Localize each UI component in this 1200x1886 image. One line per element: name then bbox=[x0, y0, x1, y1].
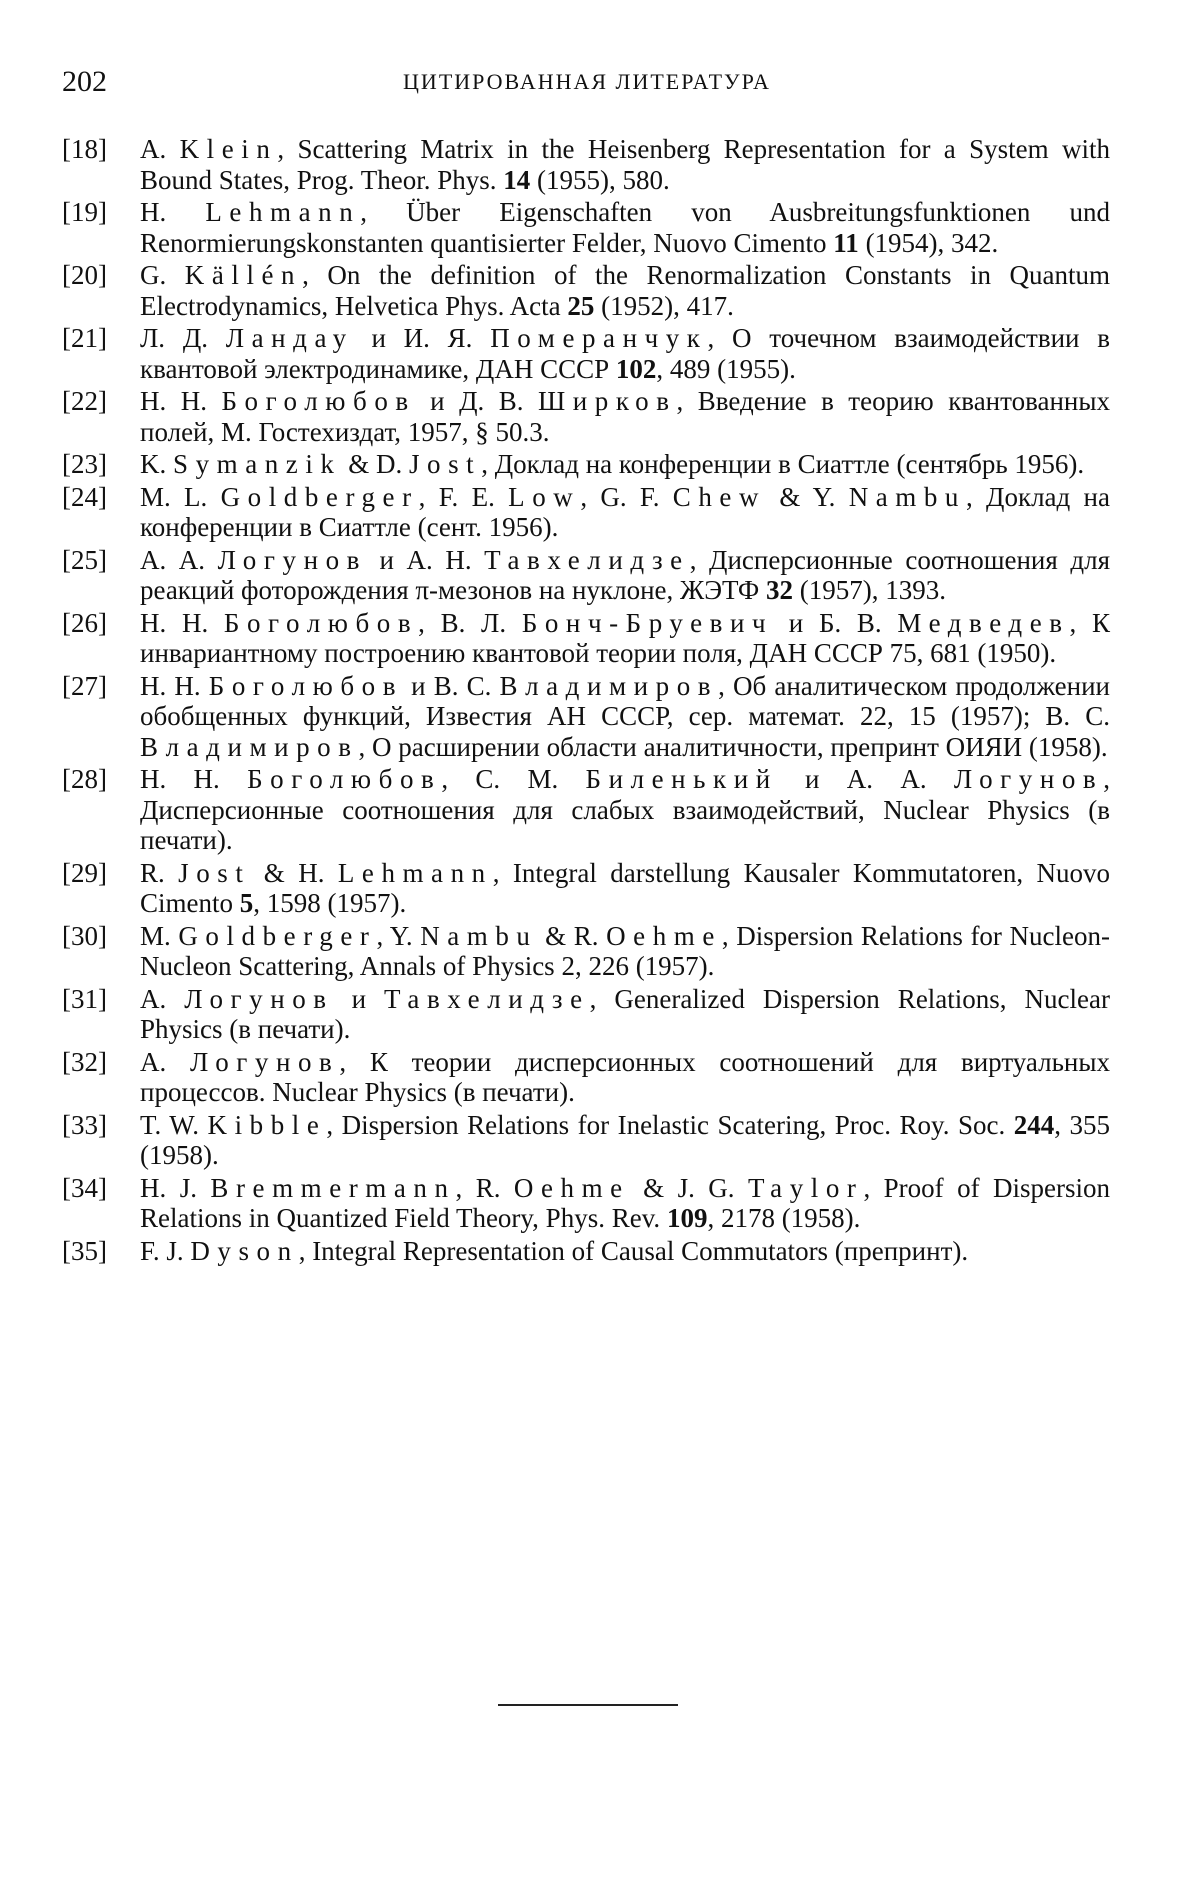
reference-text: , 1598 (1957). bbox=[253, 888, 407, 918]
author-name: Lehmann bbox=[205, 197, 361, 227]
reference-text: , О точечном взаимодействии в квантовой электродинамике, ДАН СССР bbox=[140, 323, 1111, 384]
reference-text: R. bbox=[140, 857, 179, 888]
author-name: Тавхелидзе bbox=[484, 544, 690, 575]
reference-entry bbox=[62, 1236, 1110, 1267]
reference-text: , On the definition of the Renormalization Constants in Quantum Electrodynamics, Helvetica Phys. Acta bbox=[140, 260, 1110, 321]
reference-text: , Proof of Dispersion Relations in Quantized Field Theory, Phys. Rev. bbox=[140, 1172, 1110, 1233]
reference-text: & Y. bbox=[766, 481, 849, 512]
reference-entry bbox=[62, 1110, 1110, 1171]
page-number: 202 bbox=[62, 65, 107, 98]
reference-text: , Generalized Dispersion Relations, Nuclear Physics (в печати). bbox=[140, 983, 1110, 1044]
volume-number: 102 bbox=[615, 353, 657, 384]
reference-text: , 355 (1958). bbox=[140, 1109, 1110, 1170]
volume-number: 32 bbox=[766, 575, 793, 605]
author-name: Nambu bbox=[420, 920, 538, 951]
reference-number: [30] bbox=[62, 920, 107, 951]
reference-text: Н. Н. bbox=[140, 764, 248, 794]
author-name: Бонч-Бруевич bbox=[521, 607, 774, 638]
running-title: ЦИТИРОВАННАЯ ЛИТЕРАТУРА bbox=[403, 69, 771, 94]
reference-text: Н. Н. bbox=[140, 670, 209, 701]
reference-text: А. bbox=[140, 1046, 190, 1077]
volume-number: 25 bbox=[567, 290, 595, 321]
author-name: Kibble bbox=[207, 1109, 327, 1140]
reference-number: [19] bbox=[62, 197, 107, 227]
reference-entry bbox=[62, 260, 1110, 321]
reference-text: , F. E. bbox=[418, 481, 509, 512]
reference-entry bbox=[62, 984, 1110, 1045]
reference-text: Л. Д. bbox=[140, 323, 226, 353]
reference-text: , Dispersion Relations for Inelastic Scatering, Proc. Roy. Soc. bbox=[326, 1109, 1014, 1140]
reference-entry bbox=[62, 197, 1110, 258]
reference-text: А. А. bbox=[140, 544, 218, 575]
reference-number: [32] bbox=[62, 1046, 107, 1077]
reference-entry bbox=[62, 671, 1110, 763]
author-name: Тавхелидзе bbox=[384, 983, 590, 1014]
reference-text: и В. С. bbox=[403, 670, 500, 701]
reference-text: А. bbox=[140, 983, 185, 1014]
volume-number: 244 bbox=[1013, 1109, 1055, 1140]
author-name: Oehme bbox=[606, 920, 722, 951]
reference-text: , 489 (1955). bbox=[656, 353, 796, 384]
reference-text: , Об аналитическом продолжении обобщенных функций, Известия АН СССР, сер. математ. 22, 15 (1957); В. С. bbox=[140, 670, 1110, 731]
reference-entry bbox=[62, 545, 1110, 606]
reference-number: [26] bbox=[62, 607, 107, 638]
reference-text: H. J. bbox=[140, 1172, 211, 1203]
reference-text: и А. А. bbox=[777, 764, 954, 794]
author-name: Dyson bbox=[190, 1235, 299, 1266]
reference-entry bbox=[62, 764, 1110, 856]
reference-text: , 2178 (1958). bbox=[707, 1203, 861, 1233]
reference-text: и Д. В. bbox=[415, 386, 538, 416]
author-name: Ландау bbox=[225, 323, 354, 353]
reference-entry bbox=[62, 858, 1110, 919]
reference-text: и А. Н. bbox=[366, 544, 485, 575]
author-name: Померанчук bbox=[490, 323, 708, 353]
reference-text: , Введение в теорию квантованных полей, М. Гостехиздат, 1957, § 50.3. bbox=[140, 386, 1110, 447]
author-name: Владимиров bbox=[140, 731, 359, 762]
author-name: Goldberger bbox=[178, 920, 377, 951]
reference-text: M. bbox=[140, 920, 179, 951]
author-name: Логунов bbox=[190, 1046, 340, 1077]
reference-text: , Доклад на конференции в Сиаттле (сентябрь 1956). bbox=[481, 449, 1085, 479]
reference-entry bbox=[62, 608, 1110, 669]
author-name: Low bbox=[508, 481, 581, 512]
author-name: Логунов bbox=[953, 764, 1104, 794]
reference-entry bbox=[62, 134, 1110, 195]
reference-number: [31] bbox=[62, 983, 107, 1014]
author-name: Nambu bbox=[848, 481, 966, 512]
reference-text: & D. bbox=[341, 449, 409, 479]
reference-text: H. bbox=[140, 197, 206, 227]
reference-entry bbox=[62, 449, 1110, 480]
reference-text: , Dispersion Relations for Nucleon-Nucleon Scattering, Annals of Physics 2, 226 (1957). bbox=[140, 920, 1110, 981]
author-name: Taylor bbox=[747, 1172, 864, 1203]
reference-number: [34] bbox=[62, 1172, 107, 1203]
reference-number: [25] bbox=[62, 544, 107, 575]
volume-number: 5 bbox=[239, 888, 254, 918]
reference-text: Н. Н. bbox=[140, 607, 224, 638]
author-name: Ширков bbox=[538, 386, 677, 416]
author-name: Bremmermann bbox=[210, 1172, 456, 1203]
author-name: Боголюбов bbox=[247, 764, 442, 794]
reference-text: , G. F. bbox=[580, 481, 673, 512]
author-name: Oehme bbox=[513, 1172, 630, 1203]
volume-number: 109 bbox=[666, 1203, 708, 1233]
reference-text: M. L. bbox=[140, 481, 221, 512]
author-name: Symanzik bbox=[173, 449, 342, 479]
volume-number: 11 bbox=[833, 227, 859, 258]
reference-text: & H. bbox=[250, 857, 338, 888]
reference-entry bbox=[62, 921, 1110, 982]
reference-text: , К инвариантному построению квантовой теории поля, ДАН СССР 75, 681 (1950). bbox=[140, 607, 1111, 668]
author-name: Боголюбов bbox=[208, 670, 404, 701]
reference-number: [33] bbox=[62, 1109, 107, 1140]
reference-text: (1954), 342. bbox=[858, 227, 999, 258]
reference-list bbox=[62, 134, 1110, 1268]
author-name: Lehmann bbox=[337, 857, 493, 888]
reference-text: , Integral darstellung Kausaler Kommutatoren, Nuovo Cimento bbox=[140, 857, 1111, 918]
author-name: Логунов bbox=[217, 544, 367, 575]
reference-text: , С. М. bbox=[441, 764, 586, 794]
reference-text: , В. Л. bbox=[418, 607, 522, 638]
reference-number: [22] bbox=[62, 386, 107, 416]
reference-number: [27] bbox=[62, 670, 107, 701]
author-name: Källén bbox=[184, 260, 303, 290]
reference-entry bbox=[62, 323, 1110, 384]
reference-entry bbox=[62, 1173, 1110, 1234]
reference-text: T. W. bbox=[140, 1109, 208, 1140]
reference-text: , Доклад на конференции в Сиаттле (сент. 1956). bbox=[140, 481, 1110, 542]
author-name: Биленький bbox=[585, 764, 778, 794]
author-name: Боголюбов bbox=[223, 607, 419, 638]
reference-number: [18] bbox=[62, 134, 107, 164]
author-name: Jost bbox=[408, 449, 482, 479]
reference-number: [21] bbox=[62, 323, 107, 353]
reference-text: & R. bbox=[537, 920, 607, 951]
volume-number: 14 bbox=[503, 164, 531, 195]
reference-text: , Scattering Matrix in the Heisenberg Representation for a System with Bound States, Prog. Theor. Phys. bbox=[140, 134, 1111, 195]
reference-text: и И. Я. bbox=[353, 323, 491, 353]
page-header bbox=[62, 62, 1112, 102]
reference-text: , Дисперсионные соотношения для реакций фоторождения π-мезонов на нуклоне, ЖЭТФ bbox=[140, 544, 1110, 605]
reference-text: A. bbox=[140, 134, 180, 164]
reference-number: [20] bbox=[62, 260, 107, 290]
reference-text: F. J. bbox=[140, 1235, 191, 1266]
reference-text: и bbox=[333, 983, 385, 1014]
reference-text: , К теории дисперсионных соотношений для виртуальных процессов. Nuclear Physics (в печати). bbox=[140, 1046, 1111, 1107]
reference-text: , Дисперсионные соотношения для слабых взаимодействий, Nuclear Physics (в печати). bbox=[140, 764, 1110, 855]
reference-text: G. bbox=[140, 260, 185, 290]
reference-number: [35] bbox=[62, 1235, 107, 1266]
reference-text: (1955), 580. bbox=[530, 164, 670, 195]
reference-text: Н. Н. bbox=[140, 386, 222, 416]
reference-text: , Über Eigenschaften von Ausbreitungsfunktionen und Renormierungskonstanten quantisierter Felder, Nuovo Cimento bbox=[140, 197, 1110, 258]
reference-entry bbox=[62, 482, 1110, 543]
reference-number: [23] bbox=[62, 449, 107, 479]
author-name: Goldberger bbox=[220, 481, 419, 512]
reference-entry bbox=[62, 386, 1110, 447]
author-name: Медведев bbox=[897, 607, 1070, 638]
author-name: Jost bbox=[178, 857, 251, 888]
author-name: Chew bbox=[672, 481, 767, 512]
reference-number: [28] bbox=[62, 764, 107, 794]
reference-text: и Б. В. bbox=[773, 607, 898, 638]
author-name: Логунов bbox=[184, 983, 334, 1014]
reference-text: & J. G. bbox=[629, 1172, 748, 1203]
reference-text: , О расширении области аналитичности, препринт ОИЯИ (1958). bbox=[358, 731, 1108, 762]
reference-text: , Integral Representation of Causal Commutators (препринт). bbox=[298, 1235, 969, 1266]
reference-number: [24] bbox=[62, 481, 107, 512]
reference-text: K. bbox=[140, 449, 173, 479]
author-name: Владимиров bbox=[499, 670, 719, 701]
reference-number: [29] bbox=[62, 857, 107, 888]
author-name: Боголюбов bbox=[221, 386, 416, 416]
reference-text: (1952), 417. bbox=[594, 290, 734, 321]
reference-text: , R. bbox=[455, 1172, 514, 1203]
reference-text: (1957), 1393. bbox=[793, 575, 946, 605]
end-rule bbox=[498, 1704, 678, 1706]
reference-entry bbox=[62, 1047, 1110, 1108]
author-name: Klein bbox=[179, 134, 278, 164]
reference-text: , Y. bbox=[376, 920, 421, 951]
